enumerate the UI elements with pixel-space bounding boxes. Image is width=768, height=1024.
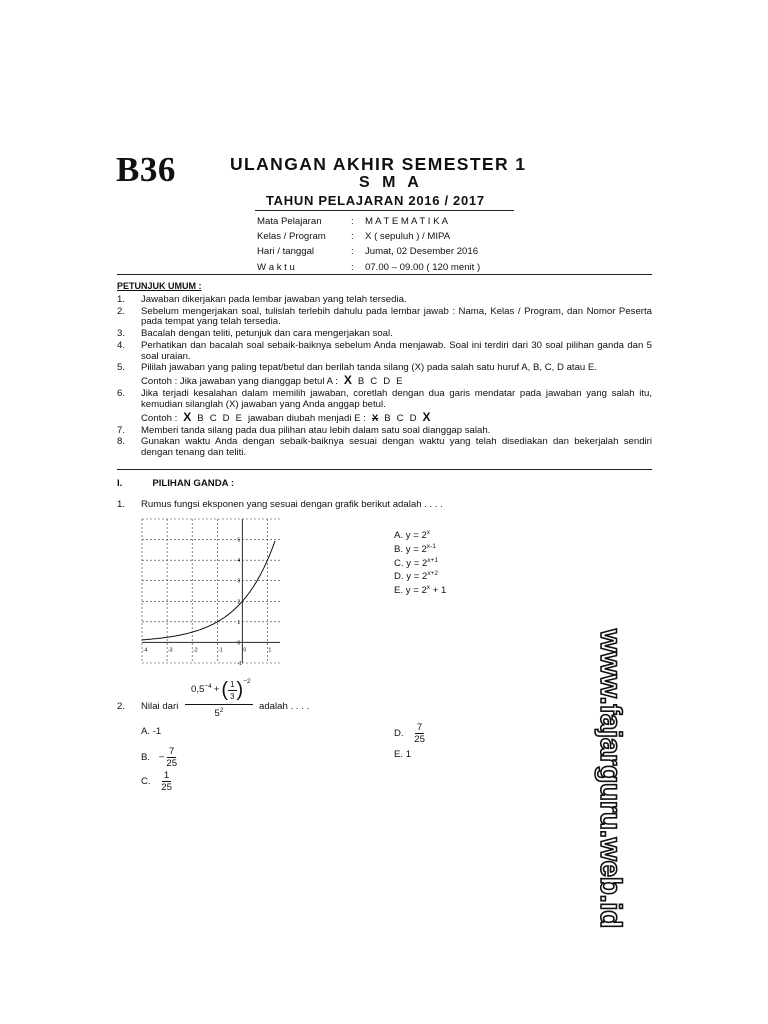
cross-mark-icon: X (183, 409, 192, 424)
graph-ticks (143, 538, 271, 667)
cross-mark-icon: X (422, 409, 431, 424)
instruction-item: 3. Bacalah dengan teliti, petunjuk dan cara mengerjakan soal. (117, 328, 393, 340)
instruction-item: 6. Jika terjadi kesalahan dalam memilih jawaban, coretlah dengan dua garis mendatar pada jawaban yang salah itu, kemudian silanglah (X) jawaban yang Anda anggap betul. (117, 388, 652, 410)
academic-year: TAHUN PELAJARAN 2016 / 2017 (266, 193, 485, 208)
instruction-item: 8. Gunakan waktu Anda dengan sebaik-baiknya sesuai dengan waktu yang telah disediakan dan bekerjalah sendiri dengan tenang dan teliti. (117, 436, 652, 459)
example-answer-mark: Contoh : Jika jawaban yang dianggap betul A : X B C D E (141, 373, 403, 388)
instructions-list (117, 295, 652, 460)
info-divider (117, 274, 652, 275)
exam-title: ULANGAN AKHIR SEMESTER 1 (230, 154, 527, 174)
header-divider (255, 210, 514, 211)
q2-option-d[interactable]: D. $\frac{7}{25}$ (394, 722, 425, 745)
y-tick-label: 0 (237, 640, 241, 647)
exponential-graph (138, 515, 288, 667)
question-2-number: 2. Nilai dari (117, 701, 179, 712)
option-a[interactable]: A. $y = 2^x$ (394, 529, 431, 542)
q2-option-c[interactable]: C. $\frac{1}{25}$ (141, 770, 172, 793)
x-tick-label: -3 (168, 647, 173, 654)
info-row: Mata Pelajaran : M A T E M A T I K A (257, 216, 449, 227)
y-tick-label: 5 (237, 537, 241, 544)
info-row: Hari / tanggal : Jumat, 02 Desember 2016 (257, 246, 479, 258)
info-row: W a k t u : 07.00 – 09.00 ( 120 menit ) (257, 261, 481, 273)
question-2-suffix: adalah . . . . (259, 701, 310, 712)
instructions-divider (117, 469, 652, 470)
option-d[interactable]: D. $y = 2^{x+2}$ (394, 570, 438, 583)
option-b[interactable]: B. $y = 2^{x-1}$ (394, 542, 436, 555)
x-tick-label: -4 (143, 647, 148, 654)
struck-cross-mark-icon: X (371, 412, 379, 424)
q2-option-b[interactable]: B. − $\frac{7}{25}$ (141, 746, 178, 769)
instruction-item: 4. Perhatikan dan bacalah soal sebaik-baiknya sebelum Anda menjawab. Soal ini terdiri dari 30 soal pilihan ganda dan 5 soal uraian. (117, 339, 652, 362)
x-tick-label: 0 (243, 647, 247, 654)
y-tick-label: 1 (237, 619, 241, 626)
y-tick-label: 4 (237, 558, 241, 565)
instruction-item: 2. Sebelum mengerjakan soal, tulislah terlebih dahulu pada lembar jawab : Nama, Kelas / Program, dan Nomor Peserta pada tempat yang telah tersedia. (117, 305, 652, 328)
y-tick-label: -1 (237, 661, 242, 667)
document-code: B36 (116, 150, 176, 189)
x-tick-label: -1 (218, 647, 223, 654)
cross-mark-icon: X (343, 373, 352, 388)
x-tick-label: 1 (268, 647, 272, 654)
school-level: S M A (359, 174, 423, 191)
question-1: 1. Rumus fungsi eksponen yang sesuai dengan grafik berikut adalah . . . . (117, 499, 443, 510)
y-tick-label: 2 (237, 599, 241, 606)
exam-info (257, 214, 480, 275)
instructions-title: PETUNJUK UMUM : (117, 281, 202, 291)
option-e[interactable]: E. $y = 2^x + 1$ (394, 584, 447, 597)
question-1-options (394, 528, 446, 597)
y-tick-label: 3 (237, 578, 241, 585)
question-2-expression: 0,5 $^{-4}$ + ( $\frac{1}{3}$ ) $^{-2}$ $5^2$ (185, 678, 253, 720)
instruction-item: 1. Jawaban dikerjakan pada lembar jawaban yang telah tersedia. (117, 294, 407, 305)
x-tick-label: -2 (193, 647, 198, 654)
instruction-item: 5. Pililah jawaban yang paling tepat/betul dan berilah tanda silang (X) pada salah satu huruf A, B, C, D atau E. (117, 362, 597, 374)
exponential-curve (142, 541, 275, 640)
example-answer-change: Contoh : X B C D E jawaban diubah menjadi E : X B C D X (141, 409, 431, 424)
instruction-item: 7. Memberi tanda silang pada dua pilihan atau lebih dalam satu soal dianggap salah. (117, 424, 491, 436)
section-heading: I. PILIHAN GANDA : (117, 478, 235, 489)
q2-option-e[interactable]: E. 1 (394, 749, 412, 760)
info-row: Kelas / Program : X ( sepuluh ) / MIPA (257, 231, 451, 243)
graph-grid (142, 519, 280, 663)
option-c[interactable]: C. $y = 2^{x+1}$ (394, 556, 438, 569)
q2-option-a[interactable]: A. -1 (141, 726, 162, 737)
